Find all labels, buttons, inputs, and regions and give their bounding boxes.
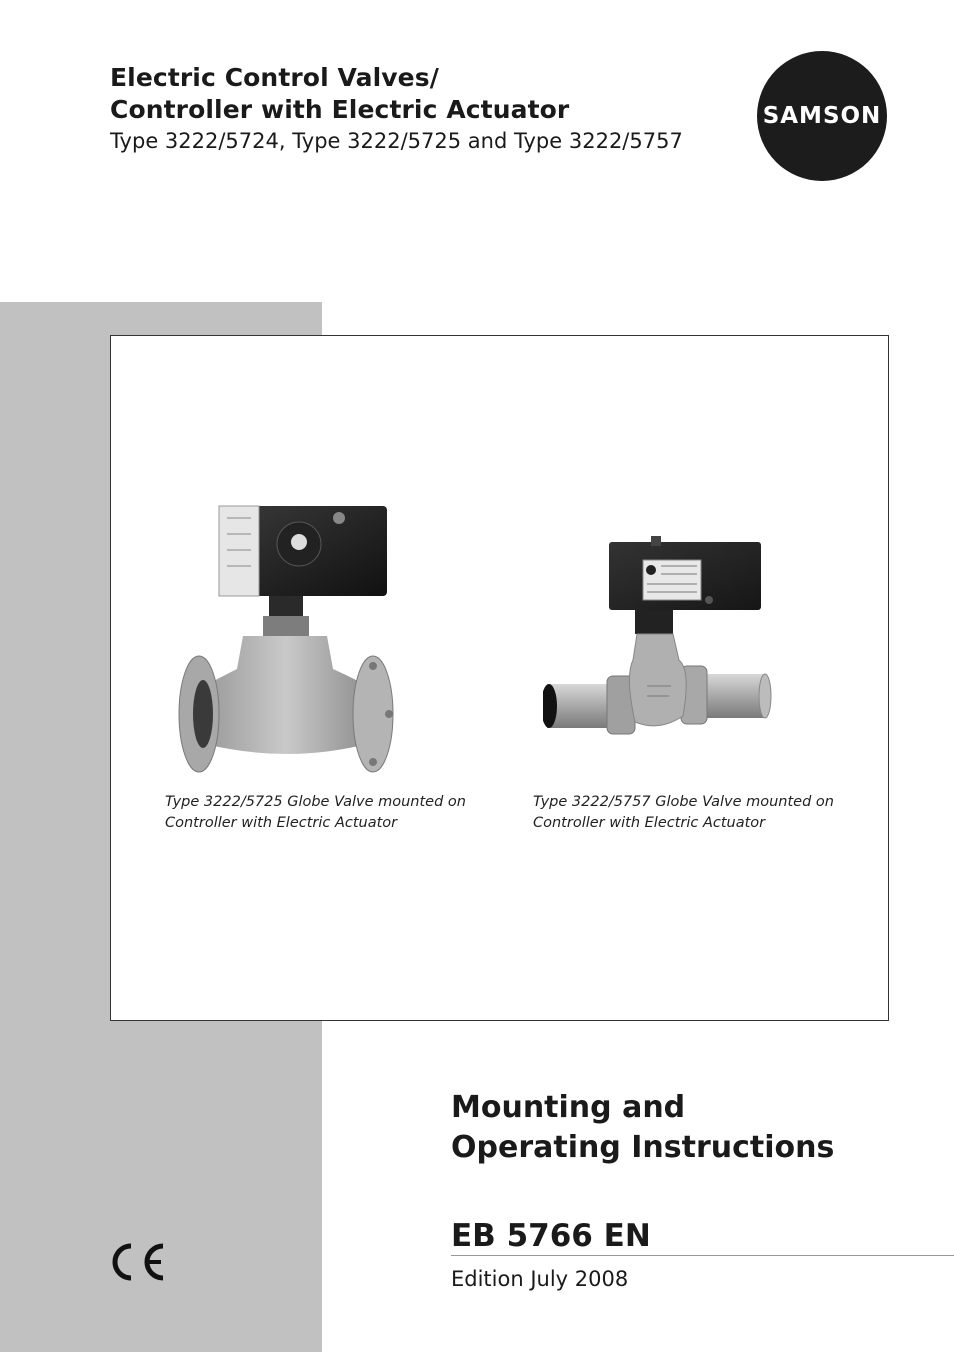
main-title-line-1: Mounting and: [451, 1090, 686, 1125]
document-number: EB 5766 EN: [451, 1218, 651, 1254]
header-title-line-2: Controller with Electric Actuator: [110, 95, 570, 124]
figure-caption-1-line-1: Type 3222/5725 Globe Valve mounted on: [165, 794, 466, 810]
figure-caption-2: [533, 792, 834, 834]
figure-caption-1: [165, 792, 466, 834]
header-title-line-1: Electric Control Valves/: [110, 63, 439, 92]
globe-valve-5725-image: [177, 504, 397, 779]
header-subtitle: Type 3222/5724, Type 3222/5725 and Type 3222/5757: [110, 129, 683, 153]
logo-text: SAMSON: [762, 103, 882, 129]
edition-date: Edition July 2008: [451, 1267, 629, 1291]
product-image-frame: [110, 335, 889, 1021]
document-main-title: [451, 1088, 834, 1168]
figure-caption-2-line-2: Controller with Electric Actuator: [533, 815, 766, 831]
main-title-line-2: Operating Instructions: [451, 1130, 835, 1165]
samson-logo: [757, 51, 887, 181]
figure-caption-1-line-2: Controller with Electric Actuator: [165, 815, 398, 831]
globe-valve-5757-image: [543, 536, 773, 761]
figure-caption-2-line-1: Type 3222/5757 Globe Valve mounted on: [533, 794, 834, 810]
document-header: [110, 62, 683, 156]
ce-mark-icon: [107, 1240, 167, 1284]
divider-line: [451, 1255, 954, 1256]
